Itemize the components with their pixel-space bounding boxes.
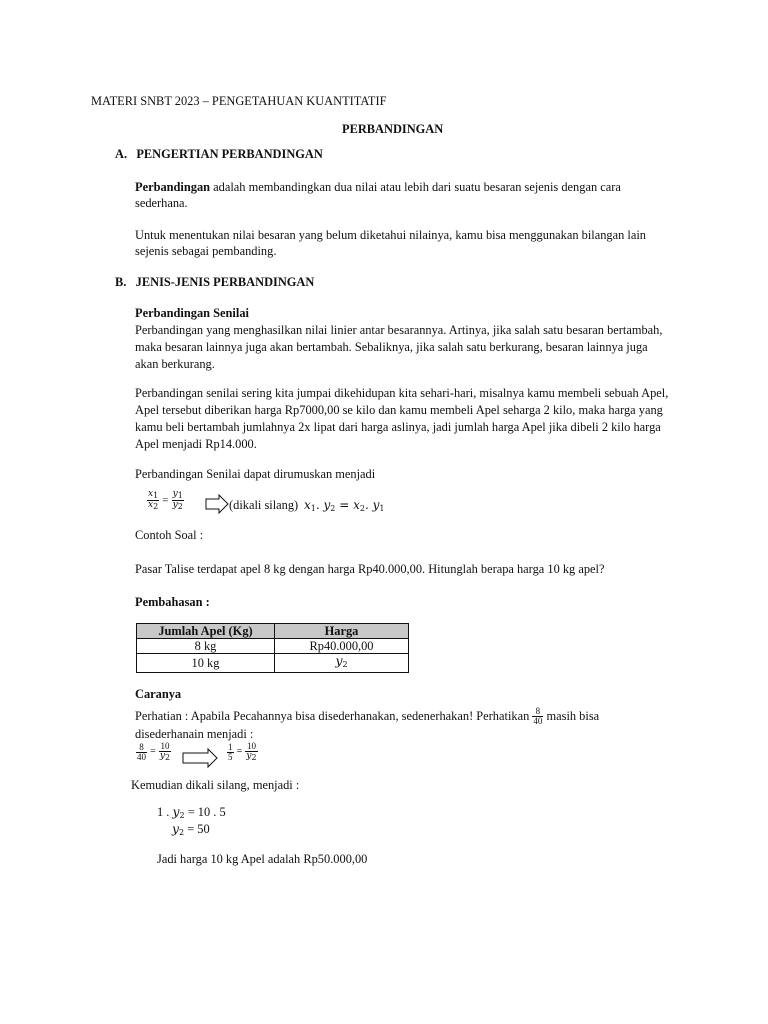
table-cell: $y_2$ (275, 654, 409, 673)
table-cell: 10 kg (137, 654, 275, 673)
step-1: 1 . $y_2 = 10$ . 5 (157, 804, 226, 820)
paragraph-b2-line-2: Apel tersebut diberikan harga Rp7000,00 se kilo dan kamu membeli Apel seharga 2 kilo, maka harga yang (135, 403, 663, 417)
kemudian-text: Kemudian dikali silang, menjadi : (131, 778, 300, 792)
arrow-right-icon (205, 494, 229, 514)
definition-line-2: sederhana. (135, 196, 188, 210)
simplify-fraction-left: $\frac{8}{40}$ = $\frac{10}{y2}$ (137, 741, 171, 762)
paragraph-b2-line-1: Perbandingan senilai sering kita jumpai dikehidupan kita sehari-hari, misalnya kamu membeli sebuah Apel, (135, 386, 669, 400)
section-b-heading: B. JENIS-JENIS PERBANDINGAN (115, 275, 315, 289)
formula-note: (dikali silang) (229, 498, 299, 512)
perhatian-line: Perhatian : Apabila Pecahannya bisa disederhanakan, sedenerhakan! Perhatikan $\frac{8}{40}$ masih bisa (135, 706, 600, 726)
table-header-row (137, 624, 409, 639)
paragraph-b2-line-3: kamu beli bertambah jumlahnya 2x lipat dari harga aslinya, jadi jumlah harga Apel jika dibeli 2 kilo harga (135, 420, 661, 434)
formula-fraction-left: $\frac{x1}{x2}$ = $\frac{y1}{y2}$ (148, 489, 183, 511)
perhatian-text: Perhatian : Apabila Pecahannya bisa disederhanakan, sedenerhakan! Perhatikan (135, 709, 533, 723)
definition-term: Perbandingan (135, 180, 211, 194)
document-title: PERBANDINGAN (342, 122, 444, 136)
simplify-fraction-right: $\frac{1}{5}$ = $\frac{10}{y2}$ (228, 741, 257, 762)
paragraph-b1-line-3: akan berkurang. (135, 357, 215, 371)
contoh-soal-label: Contoh Soal : (135, 528, 204, 542)
table-row (137, 654, 409, 673)
paragraph-a2-line-2: sejenis sebagai pembanding. (135, 244, 277, 258)
table-cell: Rp40.000,00 (275, 639, 409, 654)
paragraph-b1-line-2: maka besaran lainnya juga akan bertambah. Sebaliknya, jika salah satu berkurang, besaran lainnya juga (135, 340, 648, 354)
table-cell: 8 kg (137, 639, 275, 654)
conclusion-text: Jadi harga 10 kg Apel adalah Rp50.000,00 (157, 852, 368, 866)
formula-cross-multiply: $x_1$. $y_2 = x_2$. $y_1$ (304, 498, 385, 513)
paragraph-a2-line-1: Untuk menentukan nilai besaran yang belum diketahui nilainya, kamu bisa menggunakan bilangan lain (135, 228, 646, 242)
soal-text: Pasar Talise terdapat apel 8 kg dengan harga Rp40.000,00. Hitunglah berapa harga 10 kg apel? (135, 562, 605, 576)
definition-text: adalah membandingkan dua nilai atau lebih dari suatu besaran sejenis dengan cara (210, 180, 621, 194)
document-header: MATERI SNBT 2023 – PENGETAHUAN KUANTITATIF (91, 94, 387, 108)
table-row (137, 639, 409, 654)
table-header-cell: Harga (275, 624, 409, 639)
step-2: $y_2 = 50$ (172, 821, 210, 837)
harga-table (136, 623, 409, 673)
sub-heading-senilai: Perbandingan Senilai (135, 306, 249, 320)
perhatian-text-end: masih bisa (543, 709, 600, 723)
definition-line-1 (135, 179, 621, 196)
pembahasan-label: Pembahasan : (135, 595, 210, 609)
formula-intro: Perbandingan Senilai dapat dirumuskan menjadi (135, 467, 376, 481)
section-a-heading: A. PENGERTIAN PERBANDINGAN (115, 147, 323, 161)
caranya-label: Caranya (135, 687, 182, 701)
paragraph-b1-line-1: Perbandingan yang menghasilkan nilai linier antar besarannya. Artinya, jika salah satu besaran bertambah, (135, 323, 663, 337)
perhatian-line-2: disederhanain menjadi : (135, 727, 254, 741)
table-header-cell: Jumlah Apel (Kg) (137, 624, 275, 639)
arrow-right-icon (182, 748, 218, 768)
paragraph-b2-line-4: Apel menjadi Rp14.000. (135, 437, 257, 451)
